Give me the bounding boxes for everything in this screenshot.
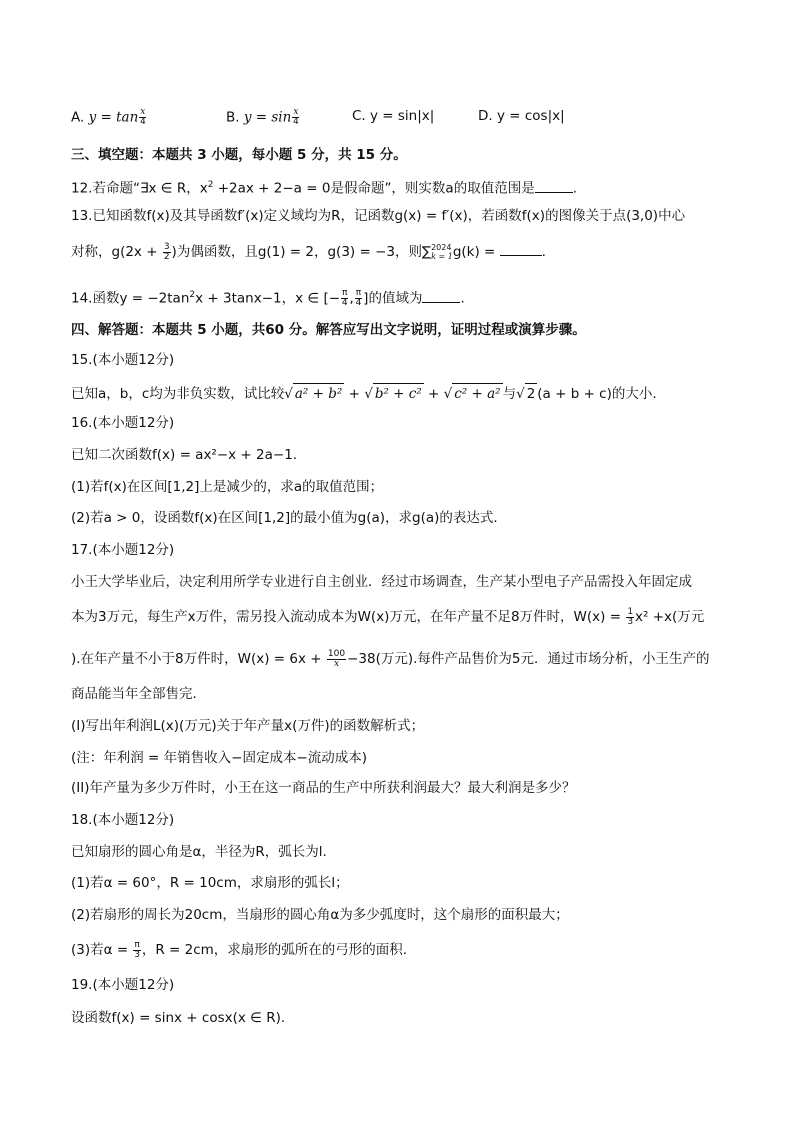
question-18-line-1: 已知扇形的圆心角是α，半径为R，弧长为l. [71, 844, 327, 860]
question-15-body: 已知a，b，c均为非负实数，试比较√ a² + b² + √ b² + c² + √ c² + a² 与√ 2 (a + b + c)的大小. [71, 383, 734, 404]
question-17-line-3: ).在年产量不小于8万件时，W(x) = 6x + $\frac{100}{x}$ −38(万元).每件产品售价为5元．通过市场分析，小王生产的 [71, 648, 710, 669]
option-d-text: D. y = cos|x| [478, 108, 565, 124]
option-b [226, 108, 300, 127]
question-16-line-1: 已知二次函数f(x) = ax²−x + 2a−1. [71, 447, 298, 463]
question-14: 14.函数$y = -2\tan^2x + 3\tan x-1$，x ∈ [− $\frac{\pi}{4}$ , $\frac{\pi}{4}$ ]的值域为 . [71, 288, 465, 308]
sum-limits: 2024 k = 1 [431, 243, 453, 261]
question-13-line-1: 13.已知函数f(x)及其导函数f′(x)定义域均为R，记函数g(x) = f′(x)，若函数f(x)的图像关于点(3,0)中心 [71, 208, 686, 224]
question-17-part-1: (I)写出年利润L(x)(万元)关于年产量x(万件)的函数解析式； [71, 718, 425, 734]
question-18-part-3: (3)若α = $\frac{\pi}{3}$ ，R = 2cm，求扇形的弧所在的弓形的面积. [71, 939, 408, 960]
question-19-line-1: 设函数f(x) = sinx + cosx(x ∈ R). [71, 1010, 286, 1026]
option-a-formula: y = tan [88, 109, 139, 126]
question-18-part-1: (1)若α = 60°，R = 10cm，求扇形的弧长l； [71, 875, 349, 891]
answer-blank[interactable] [500, 243, 542, 256]
question-17-title: 17.(本小题12分) [71, 542, 175, 558]
option-c-text: C. y = sin|x| [352, 108, 435, 124]
question-12: 12.若命题“∃x ∈ R，$x^2 +2ax + 2-a = 0$是假命题”，则实数a的取值范围是 . [71, 180, 578, 197]
option-d [478, 108, 565, 124]
section-3-heading: 三、填空题：本题共 3 小题，每小题 5 分，共 15 分。 [71, 147, 407, 163]
option-a-fraction: $\frac{x}{4}$ [139, 107, 146, 127]
question-16-part-2: (2)若a > 0，设函数f(x)在区间[1,2]的最小值为g(a)，求g(a)的表达式. [71, 510, 498, 526]
question-16-part-1: (1)若f(x)在区间[1,2]上是减少的，求a的取值范围； [71, 479, 384, 495]
question-18-title: 18.(本小题12分) [71, 812, 175, 828]
answer-blank[interactable] [422, 290, 460, 303]
option-c [352, 108, 434, 124]
section-4-heading: 四、解答题：本题共 5 小题，共60 分。解答应写出文字说明，证明过程或演算步骤。 [71, 322, 586, 338]
option-b-formula: y = sin [243, 109, 292, 126]
question-16-title: 16.(本小题12分) [71, 415, 175, 431]
question-17-part-2: (II)年产量为多少万件时，小王在这一商品的生产中所获利润最大？最大利润是多少？ [71, 780, 576, 796]
answer-blank[interactable] [535, 180, 573, 193]
question-15-title: 15.(本小题12分) [71, 352, 175, 368]
question-17-line-4: 商品能当年全部售完． [71, 686, 206, 702]
question-18-part-2: (2)若扇形的周长为20cm，当扇形的圆心角α为多少弧度时，这个扇形的面积最大； [71, 907, 569, 923]
option-a-label: A. [71, 109, 89, 126]
option-b-label: B. [226, 109, 244, 126]
question-17-line-2: 本为3万元，每生产x万件，需另投入流动成本为W(x)万元，在年产量不足8万件时，W(x) = $\frac{1}{3}$ x² +x(万元 [71, 606, 705, 627]
option-a [71, 108, 147, 127]
option-b-fraction: $\frac{x}{4}$ [293, 107, 299, 127]
question-13-line-2: 对称，g(2x + $\frac{3}{2}$ )为偶函数，且g(1) = 2，g(3) = −3，则∑ 2024 k = 1 g(k) = . [71, 241, 546, 262]
question-17-note: (注：年利润 = 年销售收入−固定成本−流动成本) [71, 750, 368, 766]
question-17-line-1: 小王大学毕业后，决定利用所学专业进行自主创业．经过市场调查，生产某小型电子产品需投入年固定成 [71, 574, 692, 590]
question-19-title: 19.(本小题12分) [71, 977, 175, 993]
